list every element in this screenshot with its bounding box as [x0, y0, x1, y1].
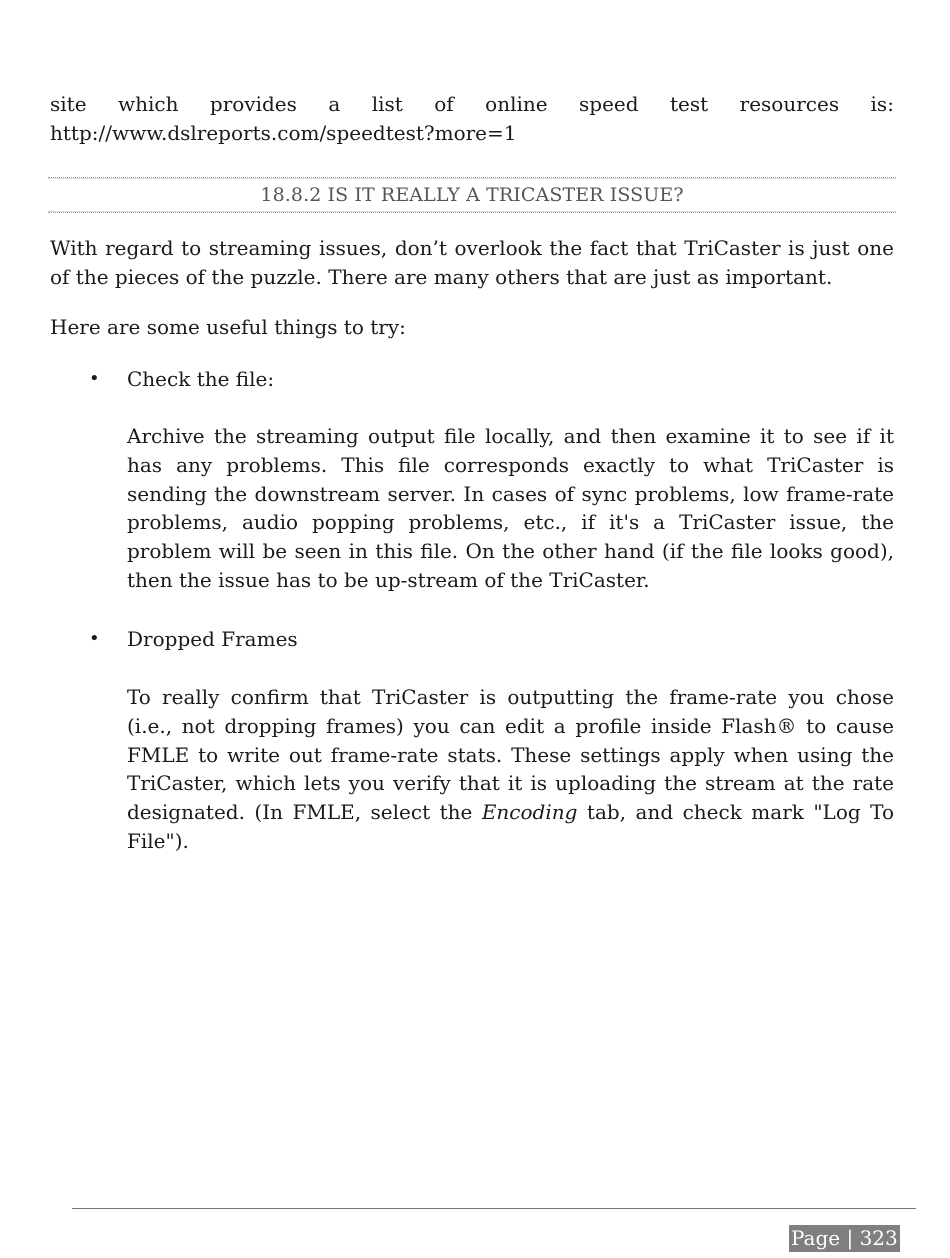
- bullet-icon: •: [89, 368, 100, 389]
- intro-word: online: [485, 92, 548, 116]
- section-heading-box: [48, 177, 896, 213]
- intro-word: of: [434, 92, 454, 116]
- bullet-icon: •: [89, 628, 100, 649]
- intro-word: site: [50, 92, 87, 116]
- page-number: Page | 323: [791, 1226, 898, 1250]
- item-label-check-file: Check the file:: [127, 367, 275, 391]
- footer-rule: [72, 1208, 916, 1209]
- body-text: tab, and check mark "Log To File").: [127, 800, 894, 853]
- body-text: To really confirm that TriCaster is outputting the frame-rate you chose (i.e., not dropping frames) you can edit a profile inside Flash® to cause FMLE to write out frame-rate stats. These settings apply when using the TriCaster, which lets you verify that it is uploading the stream at the rate designated. (In FMLE, select the: [127, 685, 894, 825]
- paragraph-streaming-issues: With regard to streaming issues, don’t overlook the fact that TriCaster is just one of the pieces of the puzzle. There are many others that are just as important.: [50, 236, 894, 289]
- intro-word: is:: [870, 92, 894, 116]
- encoding-emphasis: Encoding: [481, 800, 578, 825]
- intro-text: [50, 90, 894, 147]
- intro-word: list: [371, 92, 403, 116]
- item-label-dropped-frames: Dropped Frames: [127, 627, 298, 651]
- intro-word: speed: [579, 92, 639, 116]
- intro-line-1: [50, 90, 894, 119]
- intro-word: a: [328, 92, 341, 116]
- intro-word: test: [670, 92, 709, 116]
- item-body-dropped-frames: [127, 683, 894, 856]
- intro-word: which: [117, 92, 179, 116]
- intro-word: resources: [739, 92, 840, 116]
- intro-word: provides: [209, 92, 297, 116]
- paragraph-useful-things: Here are some useful things to try:: [50, 315, 406, 339]
- section-heading: 18.8.2 IS IT REALLY A TRICASTER ISSUE?: [260, 184, 684, 206]
- item-body-check-file: Archive the streaming output file locally, and then examine it to see if it has any problems. This file corresponds exactly to what TriCaster is sending the downstream server. In cases of sync problems, low frame-rate problems, audio popping problems, etc., if it's a TriCaster issue, the problem will be seen in this file. On the other hand (if the file looks good), then the issue has to be up-stream of the TriCaster.: [127, 424, 894, 592]
- speedtest-url: http://www.dslreports.com/speedtest?more=1: [50, 120, 517, 145]
